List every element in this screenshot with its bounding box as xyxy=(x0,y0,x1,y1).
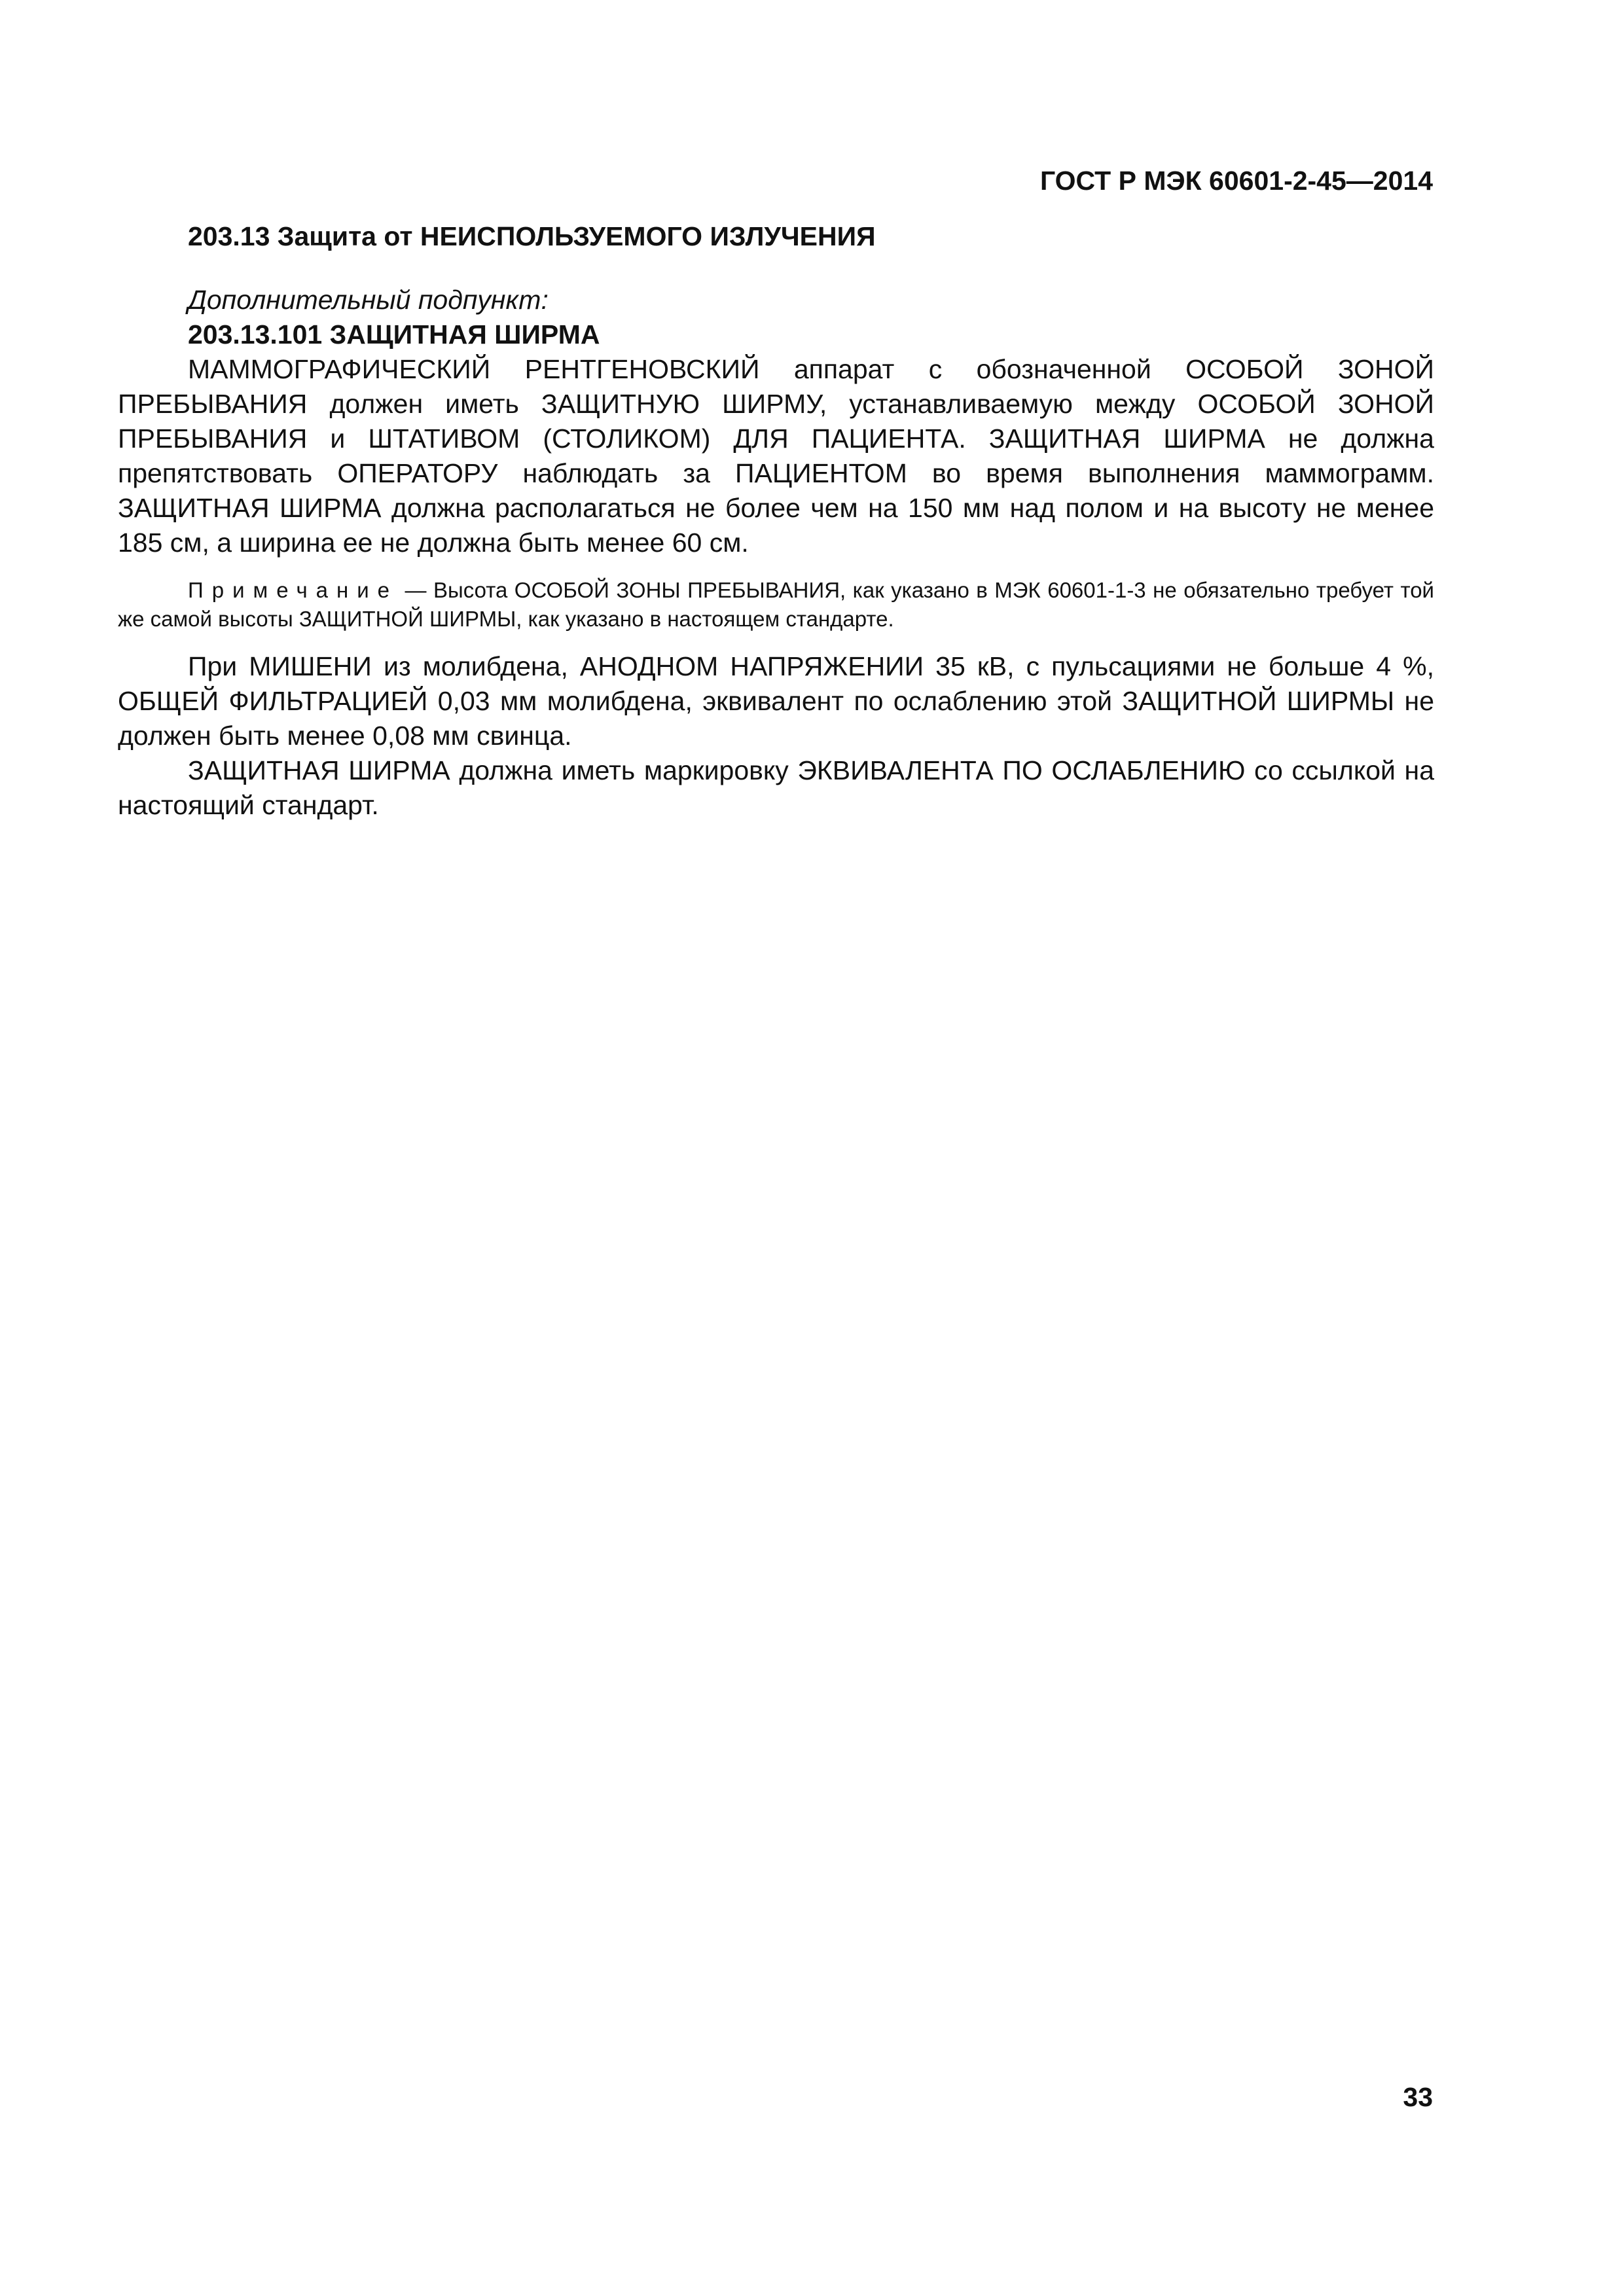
standard-header: ГОСТ Р МЭК 60601-2-45—2014 xyxy=(1039,166,1433,196)
note xyxy=(118,576,1434,634)
paragraph-marking: ЗАЩИТНАЯ ШИРМА должна иметь маркировку ЭКВИВАЛЕНТА ПО ОСЛАБЛЕНИЮ со ссылкой на настоящий стандарт. xyxy=(118,755,1434,820)
paragraph-shield-requirements: МАММОГРАФИЧЕСКИЙ РЕНТГЕНОВСКИЙ аппарат с обозначенной ОСОБОЙ ЗОНОЙ ПРЕБЫВАНИЯ должен иметь ЗАЩИТНУЮ ШИРМУ, устанавливаемую между ОСОБОЙ ЗОНОЙ ПРЕБЫВАНИЯ и ШТАТИВОМ (СТОЛИКОМ) ДЛЯ ПАЦИЕНТА. ЗАЩИТНАЯ ШИРМА не должна препятствовать ОПЕРАТОРУ наблюдать за ПАЦИЕНТОМ во время выполнения маммограмм. ЗАЩИТНАЯ ШИРМА должна располагаться не более чем на 150 мм над полом и на высоту не менее 185 см, а ширина ее не должна быть менее 60 см. xyxy=(118,354,1434,558)
note-label: Примечание xyxy=(188,578,399,602)
note-text: — Высота ОСОБОЙ ЗОНЫ ПРЕБЫВАНИЯ, как указано в МЭК 60601-1-3 не обязательно требует той же самой высоты ЗАЩИТНОЙ ШИРМЫ, как указано в настоящем стандарте. xyxy=(118,578,1434,631)
subpoint-label: Дополнительный подпункт: xyxy=(188,285,549,315)
section-title: 203.13 Защита от НЕИСПОЛЬЗУЕМОГО ИЗЛУЧЕНИЯ xyxy=(188,221,876,251)
page-number: 33 xyxy=(1403,2082,1433,2112)
document-body xyxy=(118,219,1434,823)
subpoint-title: 203.13.101 ЗАЩИТНАЯ ШИРМА xyxy=(188,319,600,350)
paragraph-attenuation: При МИШЕНИ из молибдена, АНОДНОМ НАПРЯЖЕНИИ 35 кВ, с пульсациями не больше 4 %, ОБЩЕЙ ФИЛЬТРАЦИЕЙ 0,03 мм молибдена, эквивалент по ослаблению этой ЗАЩИТНОЙ ШИРМЫ не должен быть менее 0,08 мм свинца. xyxy=(118,651,1434,751)
